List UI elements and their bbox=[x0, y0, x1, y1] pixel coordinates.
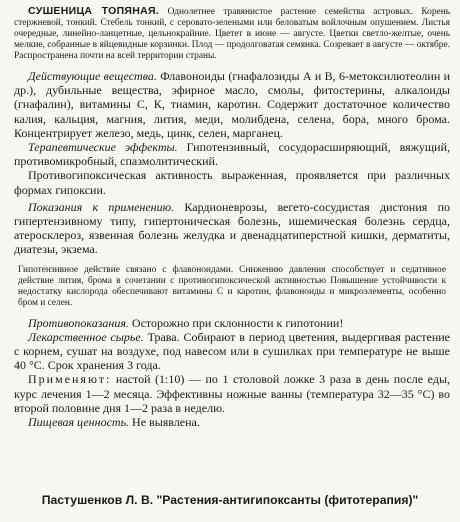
antihypoxic-paragraph: Противогипоксическая активность выраженная, проявляется при различных формах гипоксии. bbox=[14, 168, 450, 197]
intro-text: Однолетнее травянистое растение семейства астровых. Корень стержневой, тонкий. Стебель тонкий, с серовато-зелеными или беловатым войлочным опушением. Листья очередные, линейно-ланцетные, цельнокрайние. Цветет в июне — августе. Цветки светло-желтые, очень мелкие, собранные в яйцевидные корзинки. Плод — продолговатая семянка. Созревает в августе — октябре. Распространена почти на всей территории страны. bbox=[14, 7, 451, 61]
raw-material-heading: Лекарственное сырье. bbox=[28, 329, 144, 344]
indications-paragraph bbox=[14, 200, 450, 257]
footnote-paragraph: Гипотензивное действие связано с флавоноидами. Снижению давления способствует и седативное действие лития, брома в сочетании с противогипоксической активностью Повышение устойчивости к недостатку кислорода обеспечивают витамины С и каротин, флавоноиды и микроэлементы, особенно бром и селен. bbox=[18, 264, 446, 308]
food-value-paragraph bbox=[14, 415, 450, 429]
raw-material-text: Трава. Собирают в период цветения, выдергивая растение с корнем, сушат на воздухе, под навесом или в сушилках при температуре не выше 40 °С. Срок хранения 3 года. bbox=[14, 329, 450, 373]
contraindications-heading: Противопоказания. bbox=[28, 315, 129, 330]
article-title: СУШЕНИЦА ТОПЯНАЯ. bbox=[28, 5, 160, 17]
usage-text: настой (1:10) — по 1 столовой ложке 3 раза в день после еды, курс лечения 1—2 месяца. Эффективны ножные ванны (температура 32—35 °С) во второй половине дня 1—2 раза в неделю. bbox=[14, 372, 451, 415]
effects-text: Гипотензивный, сосудорасширяющий, вяжущий, противомикробный, спазмолитический. bbox=[14, 140, 450, 169]
usage-paragraph bbox=[14, 372, 450, 415]
raw-material-paragraph bbox=[14, 330, 450, 373]
usage-heading: Применяют: bbox=[28, 372, 112, 387]
active-substances-heading: Действующие вещества. bbox=[28, 69, 157, 83]
indications-text: Кардионеврозы, вегето-сосудистая дистония по гипертензивному типу, гипертоническая болезнь, ишемическая болезнь сердца, атеросклероз, язвенная болезнь желудка и двенадцатиперстной кишки, дерматиты, диатезы, экзема. bbox=[14, 199, 451, 257]
contraindications-paragraph bbox=[14, 316, 450, 330]
source-citation: Пастушенков Л. В. "Растения-антигипоксанты (фитотерапия)" bbox=[41, 493, 419, 507]
contraindications-text: Осторожно при склонности к гипотонии! bbox=[131, 315, 344, 330]
effects-paragraph bbox=[14, 140, 450, 168]
intro-paragraph bbox=[14, 6, 450, 62]
active-substances-paragraph bbox=[14, 69, 450, 140]
active-substances-text: Флавоноиды (гнафалозиды А и В, 6-метоксилютеолин и др.), дубильные вещества, эфирное масло, смолы, фитостерины, алкалоиды (гнафалин), витамины С, К, тиамин, каротин. Содержит достаточное количество калия, кальция, магния, лития, меди, молибдена, селена, бора, много брома. Концентрирует железо, медь, цинк, селен, марганец. bbox=[14, 69, 451, 140]
indications-heading: Показания к применению. bbox=[28, 199, 175, 214]
effects-heading: Терапевтические эффекты. bbox=[28, 140, 178, 155]
food-value-heading: Пищевая ценность. bbox=[28, 415, 130, 430]
food-value-text: Не выявлена. bbox=[132, 415, 200, 430]
